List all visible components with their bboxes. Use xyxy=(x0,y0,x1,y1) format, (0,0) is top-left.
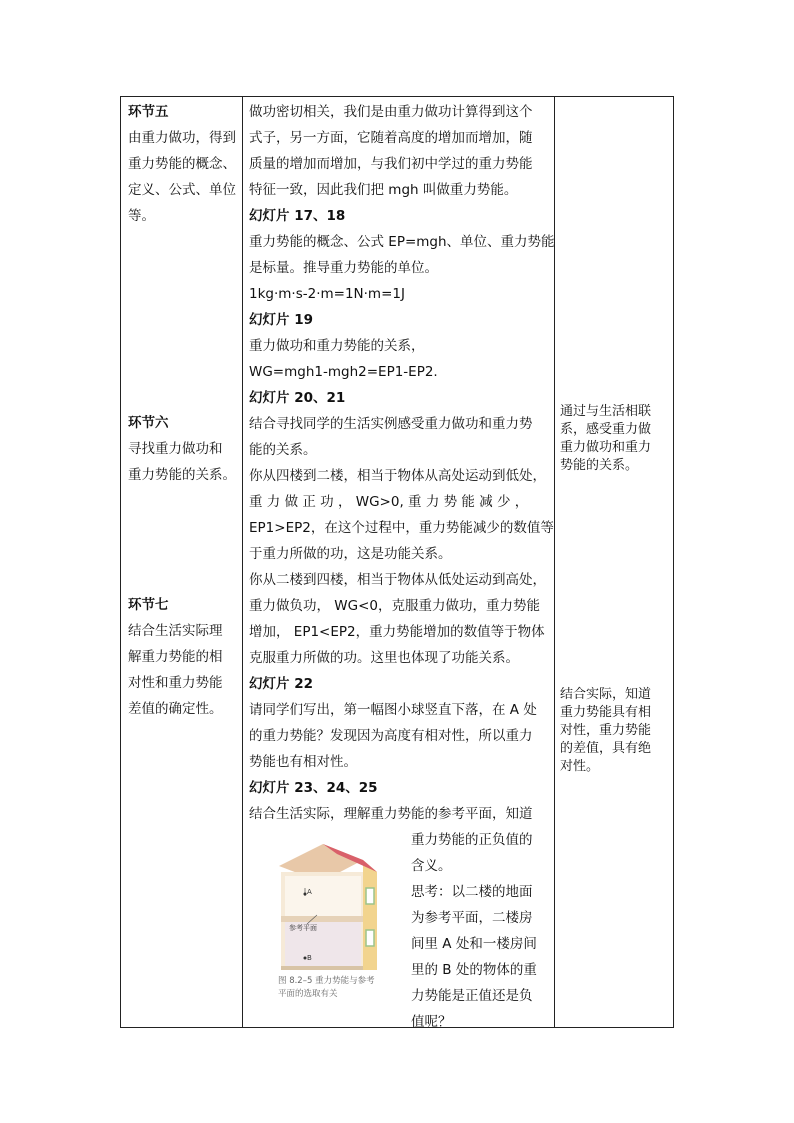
figure-side-text: 值呢？ xyxy=(411,1014,452,1030)
section-6-title: 环节六 xyxy=(128,415,169,431)
content-line: 做功密切相关，我们是由重力做功计算得到这个 xyxy=(249,104,533,120)
content-line: 你从四楼到二楼，相当于物体从高处运动到低处， xyxy=(249,468,546,484)
slide-heading: 幻灯片 17、18 xyxy=(249,208,346,224)
content-line: 的重力势能？发现因为高度有相对性，所以重力 xyxy=(249,728,533,744)
figure-side-text: 思考：以二楼的地面 xyxy=(411,884,533,900)
content-line: 势能也有相对性。 xyxy=(249,754,357,770)
figure-side-text: 为参考平面，二楼房 xyxy=(411,910,533,926)
section-5-line: 定义、公式、单位 xyxy=(128,182,236,198)
section-7-title: 环节七 xyxy=(128,597,169,613)
figure-side-text: 里的 B 处的物体的重 xyxy=(411,962,537,978)
figure-side-text: 力势能是正值还是负 xyxy=(411,988,533,1004)
note-line: 系，感受重力做 xyxy=(560,422,652,437)
figure-side-text: 重力势能的正负值的 xyxy=(411,832,533,848)
section-5-line: 由重力做功，得到 xyxy=(128,130,236,146)
note-line: 势能的关系。 xyxy=(560,458,639,473)
figure-side-text: 含义。 xyxy=(411,858,452,874)
note-line: 对性，重力势能 xyxy=(560,723,652,738)
reference-plane-label: 参考平面 xyxy=(289,924,317,932)
figure-caption xyxy=(278,975,375,1001)
figure-side-text: 间里 A 处和一楼房间 xyxy=(411,936,537,952)
note-line: 结合实际，知道 xyxy=(560,687,652,702)
content-line: 增加， EP1<EP2，重力势能增加的数值等于物体 xyxy=(249,624,545,640)
note-line: 通过与生活相联 xyxy=(560,404,652,419)
content-line: 于重力所做的功，这是功能关系。 xyxy=(249,546,452,562)
content-line: 结合生活实际，理解重力势能的参考平面，知道 xyxy=(249,806,533,822)
content-line: 重力做功和重力势能的关系， xyxy=(249,338,425,354)
content-line: 重 力 做 正 功 ， WG>0, 重 力 势 能 减 少 ， xyxy=(249,494,529,510)
section-7-line: 差值的确定性。 xyxy=(128,701,223,717)
slide-heading: 幻灯片 23、24、25 xyxy=(249,780,378,796)
content-line: 重力势能的概念、公式 EP=mgh、单位、重力势能 xyxy=(249,234,555,250)
formula-line: WG=mgh1-mgh2=EP1-EP2. xyxy=(249,364,438,380)
figure-caption-line: 图 8.2–5 重力势能与参考 xyxy=(278,976,375,986)
section-5-line: 等。 xyxy=(128,208,155,224)
section-6-line: 寻找重力做功和 xyxy=(128,441,223,457)
content-line: 请同学们写出，第一幅图小球竖直下落，在 A 处 xyxy=(249,702,537,718)
section-5-title: 环节五 xyxy=(128,104,169,120)
content-line: 结合寻找同学的生活实例感受重力做功和重力势 xyxy=(249,416,533,432)
note-line: 重力势能具有相 xyxy=(560,705,652,720)
section-7-line: 解重力势能的相 xyxy=(128,649,223,665)
content-line: 克服重力所做的功。这里也体现了功能关系。 xyxy=(249,650,519,666)
content-line: 重力做负功， WG<0，克服重力做功，重力势能 xyxy=(249,598,541,614)
figure-caption-line: 平面的选取有关 xyxy=(278,989,338,999)
content-line: 你从二楼到四楼，相当于物体从低处运动到高处， xyxy=(249,572,546,588)
content-line: 能的关系。 xyxy=(249,442,317,458)
section-5-line: 重力势能的概念、 xyxy=(128,156,236,172)
content-line: 是标量。推导重力势能的单位。 xyxy=(249,260,438,276)
slide-heading: 幻灯片 22 xyxy=(249,676,313,692)
note-line: 重力做功和重力 xyxy=(560,440,652,455)
lesson-table xyxy=(120,96,674,1028)
slide-heading: 幻灯片 19 xyxy=(249,312,313,328)
section-6-line: 重力势能的关系。 xyxy=(128,467,236,483)
section-7-line: 结合生活实际理 xyxy=(128,623,223,639)
point-a-label: A xyxy=(307,888,312,896)
slide-heading: 幻灯片 20、21 xyxy=(249,390,346,406)
content-line: EP1>EP2，在这个过程中，重力势能减少的数值等 xyxy=(249,520,554,536)
column-divider-1 xyxy=(242,97,243,1027)
note-line: 的差值，具有绝 xyxy=(560,741,652,756)
content-line: 质量的增加而增加，与我们初中学过的重力势能 xyxy=(249,156,533,172)
content-line: 特征一致，因此我们把 mgh 叫做重力势能。 xyxy=(249,182,518,198)
note-line: 对性。 xyxy=(560,759,600,774)
formula-line: 1kg·m·s-2·m=1N·m=1J xyxy=(249,286,405,302)
content-line: 式子，另一方面，它随着高度的增加而增加，随 xyxy=(249,130,533,146)
section-7-line: 对性和重力势能 xyxy=(128,675,223,691)
point-b-label: B xyxy=(307,954,312,962)
